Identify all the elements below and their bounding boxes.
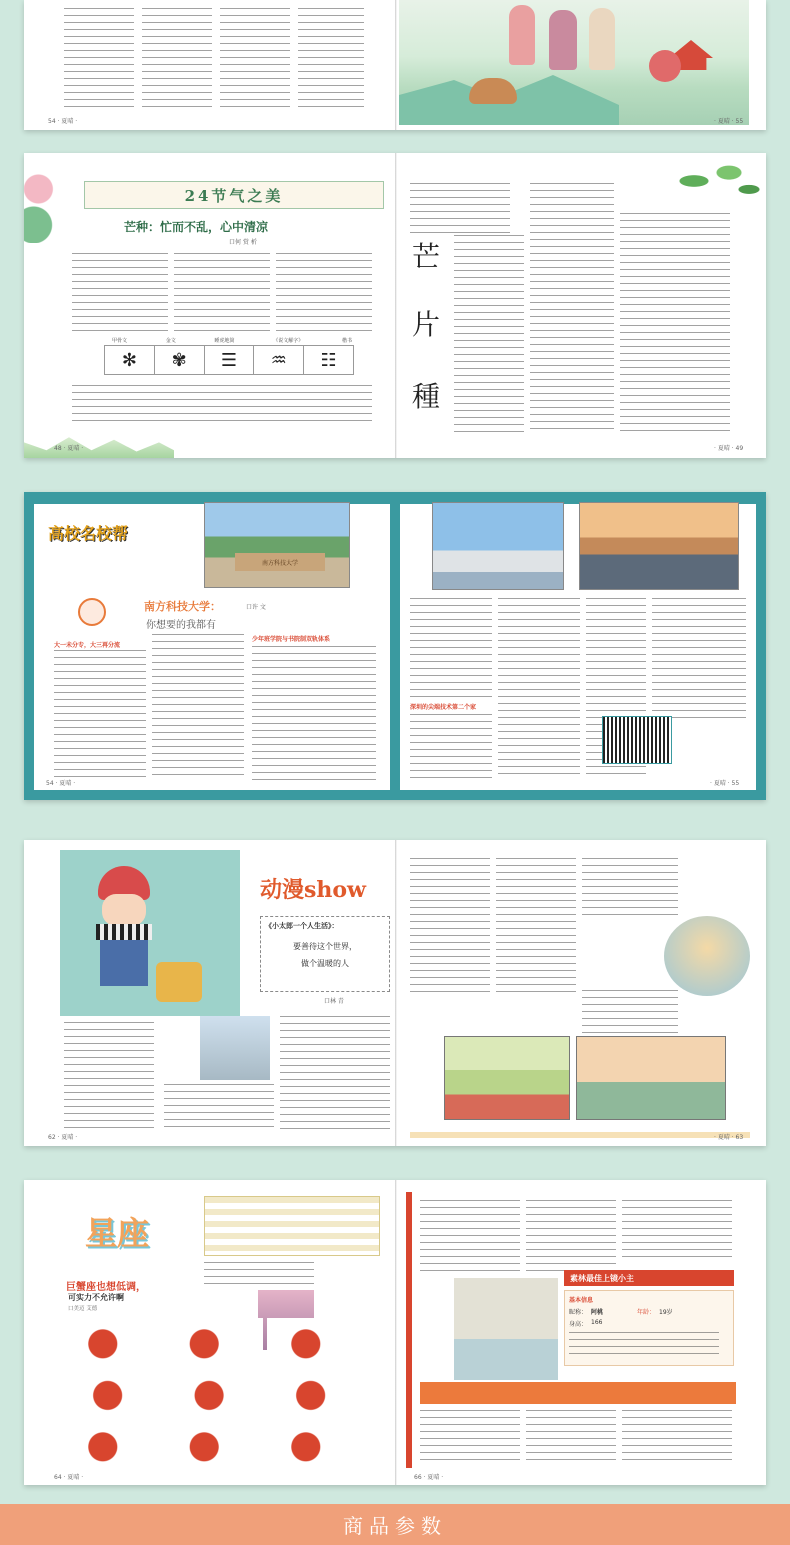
page-number: 54 · 夏晴 · <box>48 118 78 125</box>
qr-code-box <box>602 716 672 764</box>
profile-details <box>569 1332 719 1360</box>
text-column <box>152 634 244 780</box>
text-column <box>64 8 134 112</box>
scarf <box>96 924 152 940</box>
orange-quote-band <box>420 1382 736 1404</box>
illustration-painting <box>399 0 749 125</box>
scene-children-circle <box>664 916 750 996</box>
text-column <box>652 598 746 718</box>
label-bronze: 金文 <box>165 338 176 344</box>
zodiac-title-block <box>62 1196 172 1266</box>
story-byline: 口美迈 艾德 <box>68 1306 98 1312</box>
comic-panel <box>267 1318 364 1365</box>
byline: 口何 赏 析 <box>229 239 257 246</box>
seal-glyph: 片 <box>412 308 441 341</box>
byline: 口林 青 <box>324 998 344 1005</box>
film-title: 《小太郎一个人生活》： <box>265 922 339 930</box>
profile-photo <box>454 1278 558 1380</box>
film-line-1: 要善待这个世界， <box>293 942 357 951</box>
page-number: 54 · 夏晴 · <box>46 780 76 787</box>
character-evolution-strip <box>104 345 354 375</box>
comic-panel <box>64 1421 161 1468</box>
text-column <box>622 1410 732 1464</box>
height-label: 身高： <box>569 1321 588 1328</box>
column-title-banner <box>84 181 384 209</box>
grass-decoration <box>24 432 174 458</box>
glyph-shuowen: ♒ <box>254 346 304 374</box>
column-title: 24节气之美 <box>184 186 284 205</box>
page-number: 48 · 夏晴 · <box>54 445 84 452</box>
age-label: 年龄： <box>637 1309 656 1316</box>
story-subtitle: 可实力不允许啊 <box>68 1293 124 1302</box>
star-banner <box>564 1270 734 1286</box>
text-column <box>220 8 290 112</box>
campus-photo-gate <box>204 502 350 588</box>
text-column <box>64 1022 154 1132</box>
text-column <box>410 858 490 998</box>
glyph-oracle: ✻ <box>105 346 155 374</box>
text-column <box>204 1262 314 1288</box>
profile-row <box>569 1319 729 1328</box>
height-value: 166 <box>591 1319 603 1326</box>
story-title: 巨蟹座也想低调， <box>66 1282 146 1293</box>
text-column <box>72 385 372 427</box>
text-column <box>174 253 270 331</box>
zodiac-title: 星座 <box>84 1214 149 1252</box>
comic-panel <box>64 1318 161 1365</box>
section-footer-bar <box>0 1504 790 1545</box>
footer-strip <box>410 1132 750 1138</box>
section-heading: 大一未分专，大三再分流 <box>54 642 121 649</box>
text-column <box>142 8 212 112</box>
body <box>100 940 148 986</box>
name-label: 昵称： <box>569 1309 588 1316</box>
label-oracle: 甲骨文 <box>112 338 128 344</box>
section-heading: 深圳的尖端技术第二个家 <box>410 704 477 711</box>
label-shuowen: 《说文解字》 <box>273 338 304 344</box>
text-column <box>280 1016 390 1132</box>
text-column <box>454 235 524 435</box>
text-column <box>622 1200 732 1260</box>
text-column <box>582 858 678 918</box>
campus-photo-library <box>432 502 564 590</box>
text-column <box>526 1200 616 1274</box>
profile-row <box>569 1307 729 1316</box>
magazine-spread-2 <box>24 153 766 458</box>
subtitle: 芒种：忙而不乱，心中清凉 <box>124 219 269 234</box>
page-number: 64 · 夏晴 · <box>54 1474 84 1481</box>
scene-still-school <box>576 1036 726 1120</box>
footer-label: 商品参数 <box>343 1514 447 1538</box>
comic-panel <box>165 1421 262 1468</box>
flower-cluster <box>649 50 681 82</box>
film-title-card <box>260 916 390 992</box>
university-logo <box>78 598 106 626</box>
character-boy <box>84 866 164 1006</box>
text-column <box>276 253 372 331</box>
comic-panel <box>64 1369 161 1416</box>
text-column <box>164 1084 274 1132</box>
page-number: 62 · 夏晴 · <box>48 1134 78 1141</box>
tagline: 你想要的我都有 <box>146 620 216 631</box>
seal-glyph: 芒 <box>412 240 441 273</box>
gate-stone <box>235 553 325 571</box>
lotus-decoration <box>24 153 72 243</box>
text-column <box>420 1200 520 1274</box>
scene-still <box>200 1016 270 1080</box>
gate-inscription: 南方科技大学 <box>261 559 298 567</box>
campus-photo-sunset <box>579 502 739 590</box>
leaf-decoration <box>664 153 764 209</box>
text-column <box>410 714 492 778</box>
banner-title: 高校名校帮 <box>48 523 129 543</box>
page-number: · 夏晴 · 55 <box>710 780 740 787</box>
text-column <box>420 1410 520 1464</box>
subtitle-row <box>124 217 404 235</box>
page-number: · 夏晴 · 55 <box>714 118 744 125</box>
film-line-2: 做个温暖的人 <box>301 959 349 968</box>
text-column <box>496 858 576 998</box>
section-label: 动漫show <box>260 877 366 903</box>
figure-lady <box>549 10 577 70</box>
text-column <box>54 650 146 780</box>
page-number: · 夏晴 · 63 <box>714 1134 744 1141</box>
text-column <box>298 8 364 112</box>
magazine-spread-1 <box>24 0 766 130</box>
profile-box <box>564 1290 734 1366</box>
glyph-kaishu: ☷ <box>320 349 337 371</box>
text-column <box>526 1410 616 1464</box>
column-banner <box>48 512 168 552</box>
section-title <box>260 858 390 904</box>
face <box>102 894 146 926</box>
glyph-bronze: ✾ <box>155 346 205 374</box>
text-column <box>620 213 730 435</box>
label-bamboo: 睡虎地简 <box>214 338 235 344</box>
magazine-spread-3 <box>24 492 766 800</box>
comic-panel <box>165 1369 262 1416</box>
label-kaishu: 楷书 <box>341 338 352 344</box>
comic-grid <box>64 1318 364 1468</box>
figure-lady <box>589 8 615 70</box>
scene-still-wide <box>444 1036 570 1120</box>
section-heading: 少年班学院与书院制双轨体系 <box>252 636 331 643</box>
text-column <box>410 598 492 698</box>
page-number: · 夏晴 · 49 <box>714 445 744 452</box>
magazine-spread-5 <box>24 1180 766 1485</box>
comic-panel <box>267 1369 364 1416</box>
text-column <box>530 183 614 435</box>
text-column <box>410 183 510 233</box>
deer-shape <box>469 78 517 104</box>
text-column <box>252 646 376 780</box>
magazine-spread-4 <box>24 840 766 1146</box>
zodiac-table <box>204 1196 380 1256</box>
suitcase <box>156 962 202 1002</box>
comic-panel <box>267 1421 364 1468</box>
text-column <box>498 598 580 778</box>
text-column <box>72 253 168 331</box>
age-value: 19岁 <box>659 1309 673 1316</box>
page-number: 66 · 夏晴 · <box>414 1474 444 1481</box>
star-title: 素林最佳上镜小主 <box>570 1273 634 1283</box>
text-column <box>582 990 678 1036</box>
glyph-bamboo: ☰ <box>205 346 255 374</box>
university-title: 南方科技大学： <box>144 600 221 613</box>
name-value: 阿桃 <box>591 1309 604 1316</box>
profile-label: 基本信息 <box>569 1297 594 1304</box>
seal-glyph: 種 <box>412 380 441 413</box>
comic-panel <box>165 1318 262 1365</box>
figure-lady <box>509 5 535 65</box>
byline: 口许 文 <box>246 604 266 611</box>
character-evolution-labels <box>112 337 352 344</box>
